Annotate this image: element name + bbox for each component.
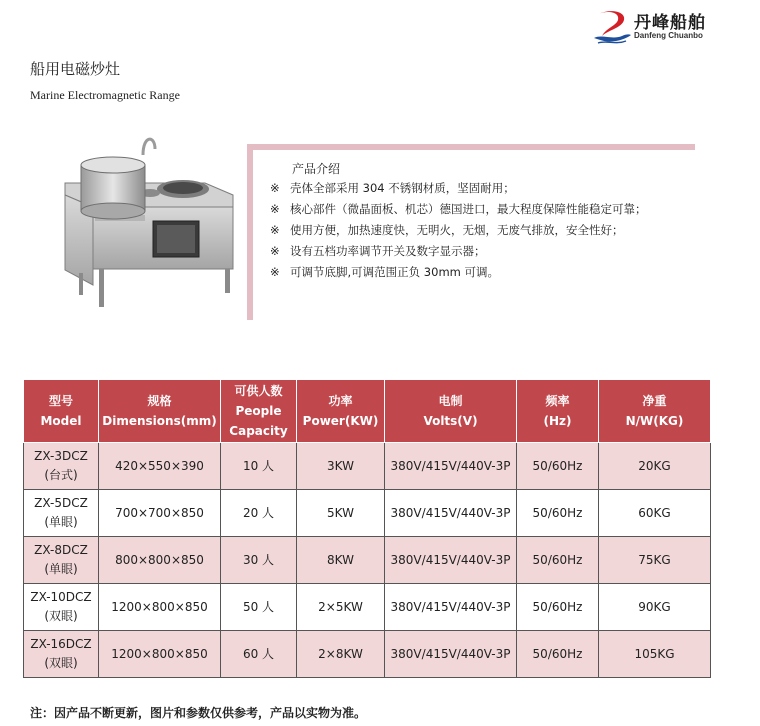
- cell-volts: 380V/415V/440V-3P: [385, 537, 517, 584]
- cell-weight: 20KG: [599, 443, 711, 490]
- cell-frequency: 50/60Hz: [517, 443, 599, 490]
- intro-item: [270, 265, 647, 286]
- intro-item-text: 可调节底脚,可调范围正负 30mm 可调。: [290, 265, 500, 279]
- brand-name-cn: 丹峰船舶: [634, 13, 706, 33]
- disclaimer-note: 注：因产品不断更新，图片和参数仅供参考，产品以实物为准。: [30, 706, 367, 720]
- cell-power: 5KW: [297, 490, 385, 537]
- table-row: [24, 490, 711, 537]
- intro-title: 产品介绍: [292, 162, 341, 176]
- cell-frequency: 50/60Hz: [517, 584, 599, 631]
- cell-capacity: 10 人: [221, 443, 297, 490]
- intro-item: [270, 202, 647, 223]
- cell-model: ZX-16DCZ (双眼): [24, 631, 99, 678]
- cell-volts: 380V/415V/440V-3P: [385, 490, 517, 537]
- cell-power: 2×5KW: [297, 584, 385, 631]
- cell-dimensions: 700×700×850: [99, 490, 221, 537]
- intro-item: [270, 223, 647, 244]
- cell-weight: 75KG: [599, 537, 711, 584]
- cell-model: ZX-3DCZ (台式): [24, 443, 99, 490]
- header-power: 功率 Power(KW): [297, 380, 385, 443]
- bullet-mark: ※: [270, 202, 280, 216]
- cell-dimensions: 800×800×850: [99, 537, 221, 584]
- intro-item: [270, 181, 647, 202]
- cell-power: 8KW: [297, 537, 385, 584]
- cell-capacity: 50 人: [221, 584, 297, 631]
- cell-model: ZX-5DCZ (单眼): [24, 490, 99, 537]
- cell-model: ZX-8DCZ (单眼): [24, 537, 99, 584]
- cell-capacity: 60 人: [221, 631, 297, 678]
- header-frequency: 频率 (Hz): [517, 380, 599, 443]
- intro-item-text: 壳体全部采用 304 不锈钢材质，坚固耐用；: [290, 181, 515, 195]
- cell-frequency: 50/60Hz: [517, 537, 599, 584]
- cell-power: 2×8KW: [297, 631, 385, 678]
- cell-weight: 90KG: [599, 584, 711, 631]
- cell-weight: 105KG: [599, 631, 711, 678]
- intro-frame-left: [247, 144, 253, 320]
- cell-model: ZX-10DCZ (双眼): [24, 584, 99, 631]
- cell-capacity: 20 人: [221, 490, 297, 537]
- intro-frame-top: [247, 144, 695, 150]
- cell-weight: 60KG: [599, 490, 711, 537]
- bullet-mark: ※: [270, 265, 280, 279]
- cell-frequency: 50/60Hz: [517, 631, 599, 678]
- header-model: 型号 Model: [24, 380, 99, 443]
- header-capacity: 可供人数 People Capacity: [221, 380, 297, 443]
- cell-volts: 380V/415V/440V-3P: [385, 584, 517, 631]
- intro-item-text: 设有五档功率调节开关及数字显示器；: [290, 244, 486, 258]
- cell-dimensions: 1200×800×850: [99, 584, 221, 631]
- product-title-cn: 船用电磁炒灶: [30, 60, 121, 78]
- intro-item: [270, 244, 647, 265]
- table-row: [24, 443, 711, 490]
- table-row: [24, 537, 711, 584]
- electromagnetic-range-image: [55, 135, 245, 310]
- product-title-en: Marine Electromagnetic Range: [30, 88, 180, 102]
- bullet-mark: ※: [270, 244, 280, 258]
- header-volts: 电制 Volts(V): [385, 380, 517, 443]
- intro-item-text: 核心部件（微晶面板、机芯）德国进口，最大程度保障性能稳定可靠；: [290, 202, 647, 216]
- table-row: [24, 584, 711, 631]
- cell-frequency: 50/60Hz: [517, 490, 599, 537]
- brand-mark-icon: [592, 6, 632, 46]
- cell-volts: 380V/415V/440V-3P: [385, 443, 517, 490]
- bullet-mark: ※: [270, 223, 280, 237]
- intro-item-text: 使用方便，加热速度快，无明火，无烟，无废气排放，安全性好；: [290, 223, 624, 237]
- cell-volts: 380V/415V/440V-3P: [385, 631, 517, 678]
- brand-logo: [592, 6, 752, 46]
- spec-table: [23, 379, 711, 678]
- cell-dimensions: 420×550×390: [99, 443, 221, 490]
- table-row: [24, 631, 711, 678]
- cell-capacity: 30 人: [221, 537, 297, 584]
- header-dimensions: 规格 Dimensions(mm): [99, 380, 221, 443]
- bullet-mark: ※: [270, 181, 280, 195]
- header-weight: 净重 N/W(KG): [599, 380, 711, 443]
- table-header-row: [24, 380, 711, 443]
- cell-power: 3KW: [297, 443, 385, 490]
- brand-name-en: Danfeng Chuanbo: [634, 31, 703, 40]
- intro-list: [270, 181, 647, 286]
- cell-dimensions: 1200×800×850: [99, 631, 221, 678]
